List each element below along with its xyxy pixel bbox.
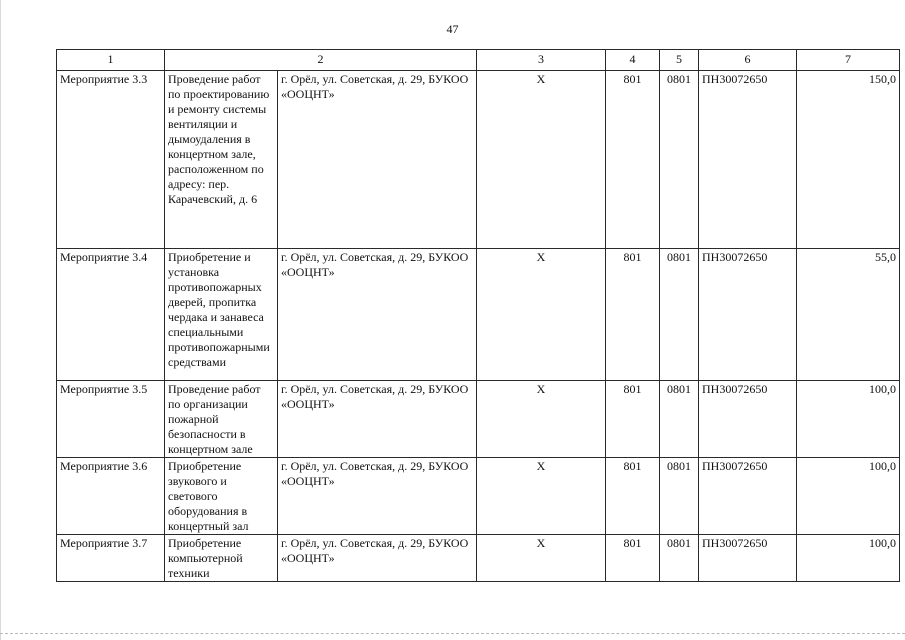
header-cell-1: 1 [57, 50, 165, 71]
location-cell: г. Орёл, ул. Советская, д. 29, БУКОО «ООЦНТ» [278, 535, 477, 582]
location-cell: г. Орёл, ул. Советская, д. 29, БУКОО «ООЦНТ» [278, 249, 477, 381]
col7-cell: 100,0 [797, 458, 900, 535]
event-cell: Мероприятие 3.4 [57, 249, 165, 381]
col3-cell: Х [477, 71, 606, 249]
scan-left-edge [0, 0, 1, 640]
header-cell-5: 5 [660, 50, 699, 71]
description-cell: Приобретение звукового и светового оборудования в концертный зал [165, 458, 278, 535]
header-cell-3: 3 [477, 50, 606, 71]
col7-cell: 55,0 [797, 249, 900, 381]
col5-cell: 0801 [660, 381, 699, 458]
col3-cell: Х [477, 249, 606, 381]
budget-table [56, 49, 900, 582]
col7-cell: 150,0 [797, 71, 900, 249]
description-cell: Приобретение и установка противопожарных дверей, пропитка чердака и занавеса специальными противопожарными средствами [165, 249, 278, 381]
description-cell: Проведение работ по проектированию и ремонту системы вентиляции и дымоудаления в концертном зале, расположенном по адресу: пер. Карачевский, д. 6 [165, 71, 278, 249]
location-cell: г. Орёл, ул. Советская, д. 29, БУКОО «ООЦНТ» [278, 381, 477, 458]
col5-cell: 0801 [660, 249, 699, 381]
event-cell: Мероприятие 3.3 [57, 71, 165, 249]
col5-cell: 0801 [660, 71, 699, 249]
table-row [57, 458, 900, 535]
col6-cell: ПН30072650 [699, 71, 797, 249]
col4-cell: 801 [606, 458, 660, 535]
col4-cell: 801 [606, 71, 660, 249]
description-cell: Приобретение компьютерной техники [165, 535, 278, 582]
location-cell: г. Орёл, ул. Советская, д. 29, БУКОО «ООЦНТ» [278, 71, 477, 249]
col5-cell: 0801 [660, 458, 699, 535]
table-header-row [57, 50, 900, 71]
col6-cell: ПН30072650 [699, 535, 797, 582]
col4-cell: 801 [606, 249, 660, 381]
table-row [57, 381, 900, 458]
col6-cell: ПН30072650 [699, 381, 797, 458]
description-cell: Проведение работ по организации пожарной безопасности в концертном зале [165, 381, 278, 458]
col4-cell: 801 [606, 535, 660, 582]
page-number: 47 [446, 22, 459, 36]
col7-cell: 100,0 [797, 381, 900, 458]
header-cell-4: 4 [606, 50, 660, 71]
scan-bottom-edge [0, 633, 905, 635]
location-cell: г. Орёл, ул. Советская, д. 29, БУКОО «ООЦНТ» [278, 458, 477, 535]
col3-cell: Х [477, 381, 606, 458]
col7-cell: 100,0 [797, 535, 900, 582]
event-cell: Мероприятие 3.6 [57, 458, 165, 535]
col6-cell: ПН30072650 [699, 458, 797, 535]
table-row [57, 71, 900, 249]
header-cell-7: 7 [797, 50, 900, 71]
event-cell: Мероприятие 3.7 [57, 535, 165, 582]
col4-cell: 801 [606, 381, 660, 458]
table-row [57, 249, 900, 381]
col3-cell: Х [477, 535, 606, 582]
header-cell-6: 6 [699, 50, 797, 71]
event-cell: Мероприятие 3.5 [57, 381, 165, 458]
table-row [57, 535, 900, 582]
col3-cell: Х [477, 458, 606, 535]
col6-cell: ПН30072650 [699, 249, 797, 381]
header-cell-2: 2 [165, 50, 477, 71]
col5-cell: 0801 [660, 535, 699, 582]
